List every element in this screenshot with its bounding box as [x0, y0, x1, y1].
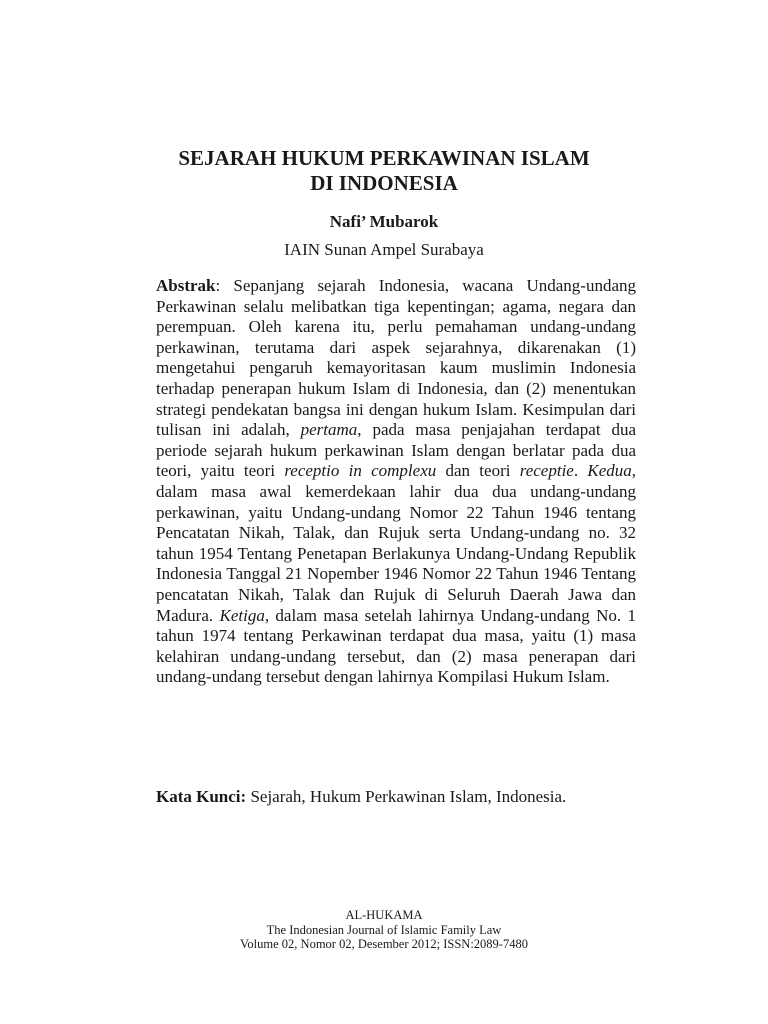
abstract-emphasis: receptio in complexu [284, 461, 437, 481]
abstract-text: : Sepanjang sejarah Indonesia, wacana Undang-undang Perkawinan selalu melibatkan tiga kepentingan; agama, negara dan perempuan. Oleh karena itu, perlu pemahaman undang-undang perkawinan, terutama dari aspek sejarahnya, dikarenakan (1) mengetahui pengaruh kemayoritasan kaum muslimin Indonesia terhadap penerapan hukum Islam di Indonesia, dan (2) menentukan strategi pendekatan bangsa ini dengan hukum Islam. Kesimpulan dari tulisan ini adalah, [156, 276, 636, 440]
paper-title [120, 146, 648, 196]
journal-name: AL-HUKAMA [345, 908, 423, 922]
keywords-text: Sejarah, Hukum Perkawinan Islam, Indonesia. [246, 787, 567, 806]
journal-footer [120, 908, 648, 952]
abstract-text: , dalam masa awal kemerdekaan lahir dua dua undang-undang perkawinan, yaitu Undang-undang Nomor 22 Tahun 1946 tentang Pencatatan Nikah, Talak, dan Rujuk serta Undang-undang no. 32 tahun 1954 Tentang Penetapan Berlakunya Undang-Undang Republik Indonesia Tanggal 21 Nopember 1946 Nomor 22 Tahun 1946 Tentang pencatatan Nikah, Talak dan Rujuk di Seluruh Daerah Jawa dan Madura. [156, 461, 636, 625]
abstract-emphasis: Ketiga [219, 605, 265, 625]
keywords-label: Kata Kunci: [156, 787, 247, 806]
abstract-text: , dalam masa setelah lahirnya Undang-undang No. 1 tahun 1974 tentang Perkawinan terdapat dua masa, yaitu (1) masa kelahiran undang-undang tersebut, dan (2) masa penerapan dari undang-undang tersebut dengan lahirnya Kompilasi Hukum Islam. [156, 605, 636, 687]
abstract-text: dan teori [436, 461, 520, 481]
journal-subtitle: The Indonesian Journal of Islamic Family Law [266, 922, 502, 937]
title-line-2: DI INDONESIA [310, 171, 458, 195]
abstract-emphasis: Kedua [587, 461, 632, 481]
title-line-1: SEJARAH HUKUM PERKAWINAN ISLAM [178, 146, 590, 170]
abstract-label: Abstrak [156, 276, 216, 295]
abstract-emphasis: receptie [519, 461, 574, 481]
keywords-paragraph [156, 787, 636, 808]
abstract-emphasis: pertama [300, 420, 358, 440]
author-name: Nafi’ Mubarok [329, 212, 439, 231]
abstract-text: . [573, 461, 588, 481]
journal-issue: Volume 02, Nomor 02, Desember 2012; ISSN:2089-7480 [240, 937, 528, 951]
abstract-text: , pada masa penjajahan terdapat dua periode sejarah hukum perkawinan Islam dengan berlatar pada dua teori, yaitu teori [156, 420, 636, 481]
author-affiliation: IAIN Sunan Ampel Surabaya [284, 240, 484, 259]
abstract-paragraph [156, 276, 636, 688]
